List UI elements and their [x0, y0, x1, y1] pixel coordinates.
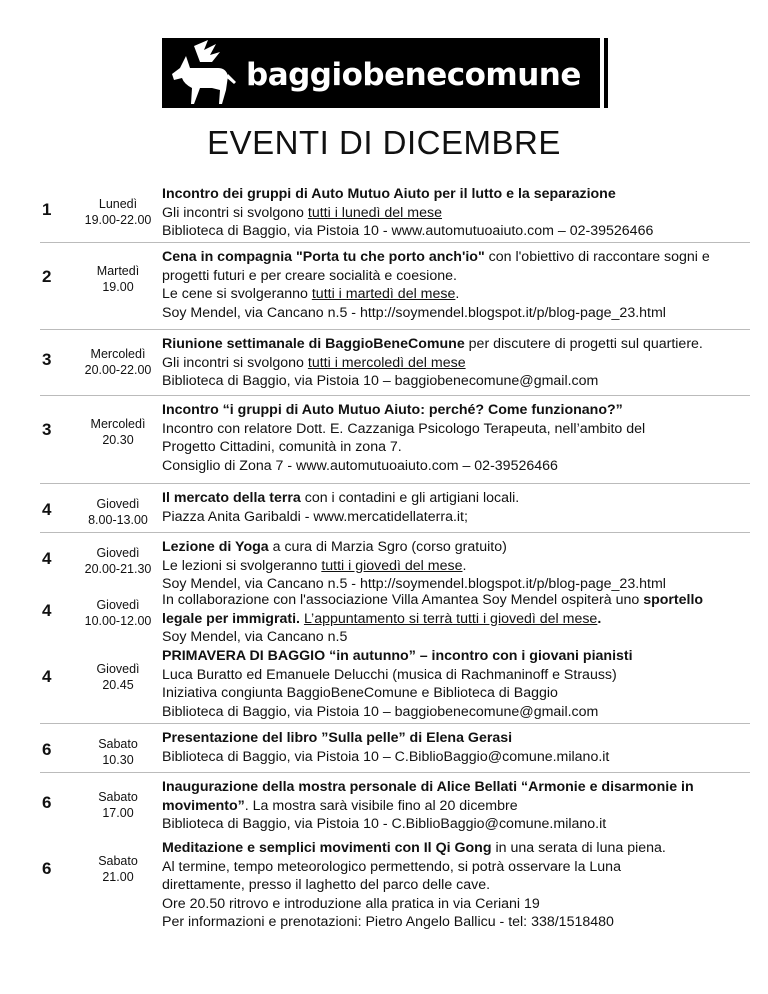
- event-when: [82, 545, 154, 577]
- event-line: direttamente, presso il laghetto del parco delle cave.: [162, 877, 491, 893]
- event-line: Biblioteca di Baggio, via Pistoia 10 – C.BiblioBaggio@comune.milano.it: [162, 748, 610, 765]
- logo: [162, 38, 608, 108]
- event-line: Cena in compagnia "Porta tu che porto anch'io" con l'obiettivo di raccontare sogni e: [162, 249, 710, 265]
- event-weekday: Mercoledì: [90, 347, 146, 361]
- event-desc: [162, 484, 750, 531]
- event-item: [40, 180, 750, 243]
- event-line: Biblioteca di Baggio, via Pistoia 10 – baggiobenecomune@gmail.com: [162, 703, 599, 720]
- event-day: 6: [42, 740, 52, 759]
- event-weekday: Sabato: [98, 854, 138, 868]
- event-when: [82, 853, 154, 885]
- event-line: progetti futuri e per creare socialità e coesione.: [162, 267, 457, 284]
- event-line: In collaborazione con l'associazione Villa Amantea Soy Mendel ospiterà uno sportello: [162, 592, 704, 608]
- event-when: [82, 597, 154, 629]
- event-item: [40, 839, 750, 935]
- event-line: Inaugurazione della mostra personale di Alice Bellati “Armonie e disarmonie in: [162, 779, 694, 795]
- event-line: Presentazione del libro ”Sulla pelle” di Elena Gerasi: [162, 730, 513, 746]
- event-line: legale per immigrati. L’appuntamento si terrà tutti i giovedì del mese.: [162, 610, 602, 627]
- event-line: Incontro con relatore Dott. E. Cazzaniga Psicologo Terapeuta, nell’ambito del: [162, 420, 646, 437]
- logo-text: baggiobenecomune: [246, 57, 581, 93]
- event-line: Biblioteca di Baggio, via Pistoia 10 - www.automutuoaiuto.com – 02-39526466: [162, 223, 654, 239]
- event-when: [82, 263, 154, 295]
- event-line: Consiglio di Zona 7 - www.automutuoaiuto.com – 02-39526466: [162, 457, 558, 474]
- event-line: Le lezioni si svolgeranno tutti i giovedì del mese.: [162, 557, 467, 574]
- event-line: Ore 20.50 ritrovo e introduzione alla pratica in via Ceriani 19: [162, 895, 540, 912]
- event-time: 20.00-21.30: [84, 562, 152, 576]
- event-when: [82, 346, 154, 378]
- event-when: [82, 789, 154, 821]
- event-line: Biblioteca di Baggio, via Pistoia 10 - C.BiblioBaggio@comune.milano.it: [162, 816, 607, 832]
- event-item: [40, 243, 750, 330]
- event-weekday: Lunedì: [98, 197, 138, 211]
- events-list: [40, 180, 750, 935]
- event-day: 1: [42, 200, 52, 219]
- event-time: 21.00: [102, 870, 134, 884]
- event-desc: [162, 773, 750, 839]
- event-day: 4: [42, 667, 52, 686]
- event-when: [82, 416, 154, 448]
- event-item: [40, 724, 750, 773]
- event-weekday: Giovedì: [96, 497, 140, 511]
- event-line: Al termine, tempo meteorologico permettendo, si potrà osservare la Luna: [162, 858, 621, 875]
- event-time: 10.00-12.00: [84, 614, 152, 628]
- event-desc: [162, 839, 750, 937]
- event-line: Iniziativa congiunta BaggioBeneComune e Biblioteca di Baggio: [162, 685, 558, 701]
- event-desc: [162, 243, 750, 327]
- event-line: Gli incontri si svolgono tutti i lunedì del mese: [162, 204, 442, 221]
- event-time: 8.00-13.00: [88, 513, 148, 527]
- event-day: 2: [42, 267, 52, 286]
- event-weekday: Giovedì: [96, 598, 140, 612]
- event-day: 4: [42, 549, 52, 568]
- event-desc: [162, 724, 750, 771]
- event-time: 20.45: [102, 678, 134, 692]
- event-when: [82, 496, 154, 528]
- event-weekday: Sabato: [98, 790, 138, 804]
- event-desc: [162, 396, 750, 480]
- event-day: 6: [42, 793, 52, 812]
- event-line: movimento”. La mostra sarà visibile fino al 20 dicembre: [162, 797, 518, 814]
- event-weekday: Giovedì: [96, 662, 140, 676]
- event-day: 4: [42, 601, 52, 620]
- event-desc: [162, 180, 750, 246]
- event-day: 3: [42, 420, 52, 439]
- event-weekday: Sabato: [98, 737, 138, 751]
- event-line: Per informazioni e prenotazioni: Pietro Angelo Ballicu - tel: 338/1518480: [162, 914, 614, 930]
- event-desc: [162, 591, 750, 652]
- event-time: 17.00: [102, 806, 134, 820]
- event-line: Lezione di Yoga a cura di Marzia Sgro (corso gratuito): [162, 539, 507, 555]
- event-line: Soy Mendel, via Cancano n.5: [162, 629, 348, 645]
- winged-donkey-icon: [164, 38, 242, 108]
- event-day: 4: [42, 500, 52, 519]
- event-when: [82, 196, 154, 228]
- event-time: 20.30: [102, 433, 134, 447]
- event-line: Le cene si svolgeranno tutti i martedì del mese.: [162, 286, 460, 302]
- event-line: Incontro dei gruppi di Auto Mutuo Aiuto per il lutto e la separazione: [162, 186, 616, 202]
- logo-edge: [600, 38, 604, 108]
- event-time: 20.00-22.00: [84, 363, 152, 377]
- event-line: Luca Buratto ed Emanuele Delucchi (musica di Rachmaninoff e Strauss): [162, 666, 617, 683]
- event-line: Meditazione e semplici movimenti con Il Qi Gong in una serata di luna piena.: [162, 840, 666, 856]
- page-title: EVENTI DI DICEMBRE: [207, 124, 561, 161]
- event-item: [40, 647, 750, 724]
- event-line: Progetto Cittadini, comunità in zona 7.: [162, 439, 402, 455]
- event-when: [82, 661, 154, 693]
- event-line: Biblioteca di Baggio, via Pistoia 10 – baggiobenecomune@gmail.com: [162, 373, 599, 389]
- event-day: 6: [42, 859, 52, 878]
- event-line: Soy Mendel, via Cancano n.5 - http://soymendel.blogspot.it/p/blog-page_23.html: [162, 304, 666, 321]
- event-desc: [162, 330, 750, 396]
- event-time: 19.00-22.00: [84, 213, 152, 227]
- event-line: Gli incontri si svolgono tutti i mercoledì del mese: [162, 354, 466, 371]
- event-day: 3: [42, 350, 52, 369]
- event-line: Piazza Anita Garibaldi - www.mercatidellaterra.it;: [162, 508, 468, 525]
- event-time: 10.30: [102, 753, 134, 767]
- event-line: Incontro “i gruppi di Auto Mutuo Aiuto: perché? Come funzionano?”: [162, 402, 623, 418]
- event-line: Soy Mendel, via Cancano n.5 - http://soymendel.blogspot.it/p/blog-page_23.html: [162, 576, 666, 592]
- event-line: Riunione settimanale di BaggioBeneComune per discutere di progetti sul quartiere.: [162, 336, 703, 352]
- event-time: 19.00: [102, 280, 134, 294]
- event-weekday: Mercoledì: [90, 417, 146, 431]
- event-line: Il mercato della terra con i contadini e gli artigiani locali.: [162, 490, 520, 506]
- event-item: [40, 533, 750, 591]
- event-weekday: Giovedì: [96, 546, 140, 560]
- event-desc: [162, 647, 750, 726]
- event-line: PRIMAVERA DI BAGGIO “in autunno” – incontro con i giovani pianisti: [162, 648, 633, 664]
- event-item: [40, 773, 750, 839]
- event-weekday: Martedì: [96, 264, 140, 278]
- event-item: [40, 591, 750, 647]
- event-when: [82, 736, 154, 768]
- event-item: [40, 396, 750, 484]
- event-item: [40, 484, 750, 533]
- event-item: [40, 330, 750, 396]
- event-desc: [162, 533, 750, 599]
